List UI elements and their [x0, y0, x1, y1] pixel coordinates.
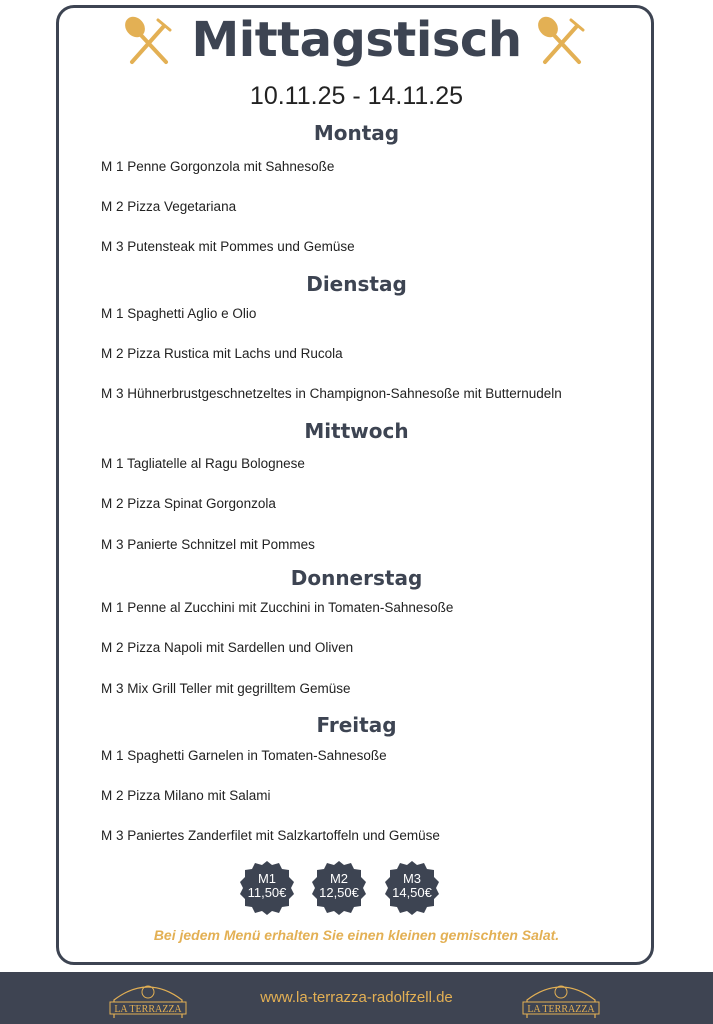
- salad-note: Bei jedem Menü erhalten Sie einen kleinen gemischten Salat.: [153, 927, 560, 943]
- day-heading: Freitag: [316, 713, 397, 737]
- badge-price: 12,50€: [319, 885, 359, 900]
- menu-item: M 2 Pizza Napoli mit Sardellen und Oliven: [101, 640, 354, 655]
- menu-item: M 3 Panierte Schnitzel mit Pommes: [101, 537, 315, 552]
- la-terrazza-logo: [521, 978, 601, 1022]
- page-title: Mittagstisch: [191, 12, 522, 68]
- menu-item: M 3 Hühnerbrustgeschnetzeltes in Champignon-Sahnesoße mit Butternudeln: [101, 386, 562, 401]
- badge-menu: M3: [402, 871, 422, 886]
- price-badge-m3: [384, 860, 440, 916]
- menu-card: [56, 5, 654, 965]
- svg-text:LA TERRAZZA: LA TERRAZZA: [114, 1004, 182, 1015]
- price-badge-m2: [311, 860, 367, 916]
- badge-price: 14,50€: [392, 885, 432, 900]
- menu-item: M 2 Pizza Rustica mit Lachs und Rucola: [101, 346, 343, 361]
- menu-item: M 1 Spaghetti Aglio e Olio: [101, 306, 257, 321]
- menu-item: M 1 Spaghetti Garnelen in Tomaten-Sahnesoße: [101, 748, 387, 763]
- menu-item: M 1 Penne al Zucchini mit Zucchini in Tomaten-Sahnesoße: [101, 600, 454, 615]
- menu-item: M 1 Penne Gorgonzola mit Sahnesoße: [101, 159, 335, 174]
- price-badge-m1: [239, 860, 295, 916]
- footer: [0, 972, 713, 1024]
- menu-item: M 2 Pizza Vegetariana: [101, 199, 237, 214]
- day-heading: Donnerstag: [290, 566, 423, 590]
- menu-item: M 2 Pizza Spinat Gorgonzola: [101, 496, 276, 511]
- svg-text:LA TERRAZZA: LA TERRAZZA: [527, 1004, 595, 1015]
- day-heading: Montag: [313, 121, 400, 145]
- menu-item: M 2 Pizza Milano mit Salami: [101, 788, 271, 803]
- day-heading: Mittwoch: [304, 419, 409, 443]
- menu-item: M 1 Tagliatelle al Ragu Bolognese: [101, 456, 305, 471]
- day-heading: Dienstag: [306, 272, 407, 296]
- badge-menu: M1: [257, 871, 277, 886]
- date-range: 10.11.25 - 14.11.25: [249, 82, 464, 110]
- menu-item: M 3 Mix Grill Teller mit gegrilltem Gemüse: [101, 681, 351, 696]
- menu-item: M 3 Putensteak mit Pommes und Gemüse: [101, 239, 355, 254]
- menu-item: M 3 Paniertes Zanderfilet mit Salzkartoffeln und Gemüse: [101, 828, 440, 843]
- badge-price: 11,50€: [247, 885, 287, 900]
- badge-menu: M2: [329, 871, 349, 886]
- website-link[interactable]: www.la-terrazza-radolfzell.de: [260, 989, 453, 1006]
